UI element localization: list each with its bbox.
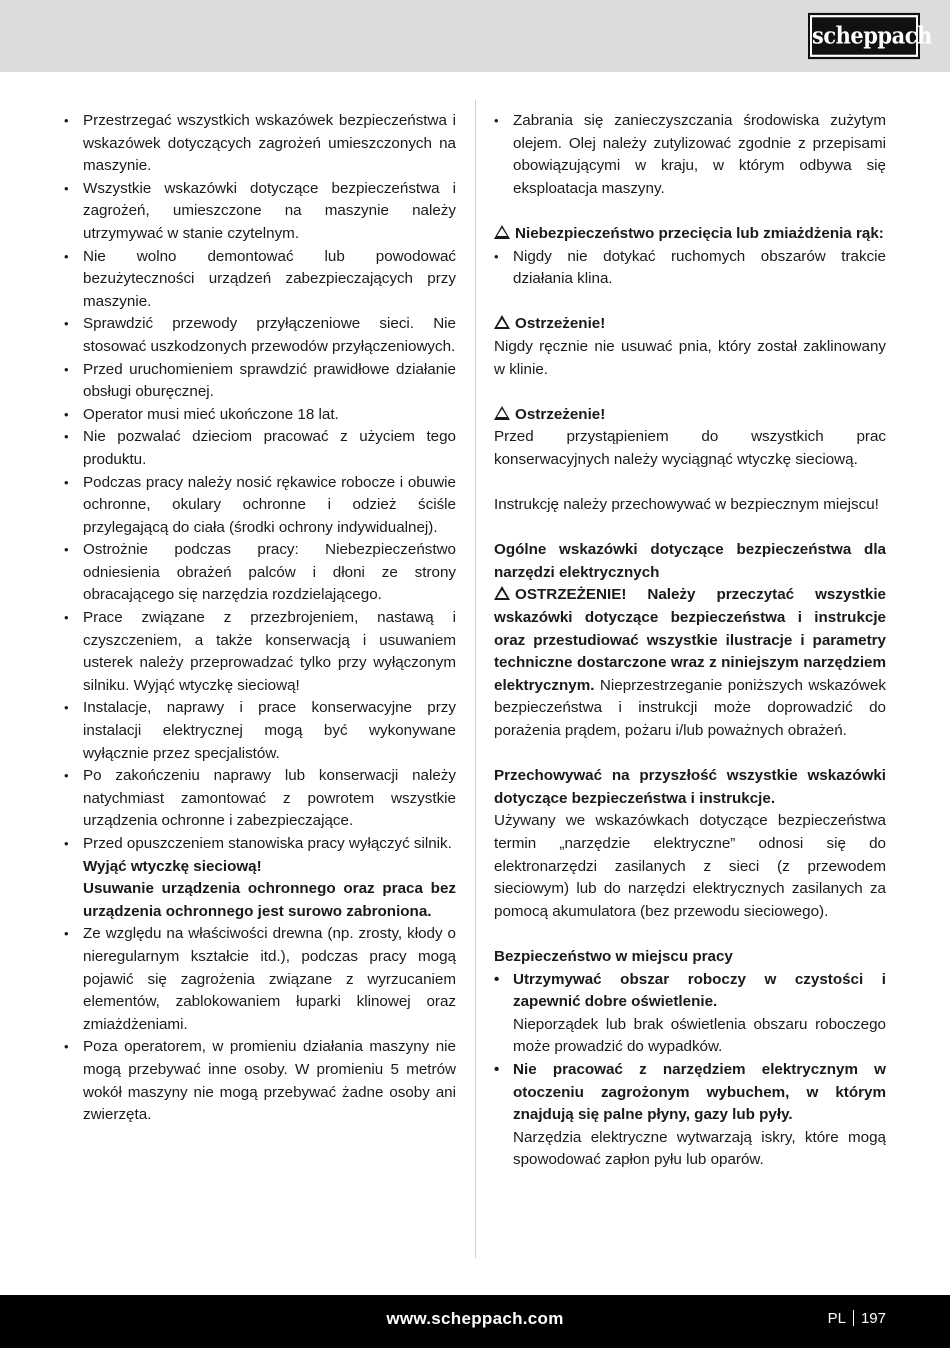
list-item: • Operator musi mieć ukończone 18 lat.	[64, 404, 456, 427]
list-item: • Nie pracować z narzędziem elektrycznym w otoczeniu zagrożonym wybuchem, w którym znajdują się palne płyny, gazy lub pyły. Narzędzia elektryczne wytwarzają iskry, które mogą spowodować zapłon pyłu lub oparów.	[494, 1059, 886, 1172]
warning-heading: Ostrzeżenie!	[494, 404, 886, 427]
danger-list	[494, 246, 886, 291]
unplug-notice: Wyjąć wtyczkę sieciową!	[83, 857, 262, 875]
scheppach-logo: scheppach	[810, 15, 918, 57]
general-warning-paragraph: OSTRZEŻENIE! Należy przeczytać wszystkie wskazówki dotyczące bezpieczeństwa i instrukcje oraz przestudiować wszystkie ilustracje i parametry techniczne dostarczone wraz z niniejszym narzędziem elektrycznym. Nieprzestrzeganie poniższych wskazówek bezpieczeństwa i instrukcji może doprowadzić do porażenia prądem, pożaru i/lub poważnych obrażeń.	[494, 586, 886, 740]
list-item: • Podczas pracy należy nosić rękawice robocze i obuwie ochronne, okulary ochronne i odzież ściśle przylegającą do ciała (środki ochrony indywidualnej).	[64, 472, 456, 540]
safety-list-continued	[64, 923, 456, 1126]
list-item: • Przestrzegać wszystkich wskazówek bezpieczeństwa i wskazówek dotyczących zagrożeń umieszczonych na maszynie.	[64, 110, 456, 178]
workplace-list	[494, 969, 886, 1172]
left-column	[64, 110, 456, 1127]
instructions-note: Instrukcję należy przechowywać w bezpiecznym miejscu!	[494, 496, 879, 514]
list-item: • Po zakończeniu naprawy lub konserwacji należy natychmiast zamontować z powrotem wszystkie urządzenia ochronne i zabezpieczające.	[64, 765, 456, 833]
warning-triangle-icon	[494, 406, 510, 420]
list-item: • Nigdy nie dotykać ruchomych obszarów trakcie działania klina.	[494, 246, 886, 291]
list-item: • Ostrożnie podczas pracy: Niebezpieczeństwo odniesienia obrażeń palców i dłoni ze strony obracającego się narzędzia rozdzielającego.	[64, 539, 456, 607]
warning-triangle-icon	[494, 225, 510, 239]
guard-removal-notice: Usuwanie urządzenia ochronnego oraz praca bez urządzenia ochronnego jest surowo zabroniona.	[83, 880, 456, 920]
website-url: www.scheppach.com	[386, 1309, 564, 1328]
list-item: • Zabrania się zanieczyszczania środowiska zużytym olejem. Olej należy zutylizować zgodnie z przepisami obowiązującymi w kraju, w którym odbywa się eksploatacja maszyny.	[494, 110, 886, 200]
list-item: • Sprawdzić przewody przyłączeniowe sieci. Nie stosować uszkodzonych przewodów przyłączeniowych.	[64, 313, 456, 358]
danger-heading: Niebezpieczeństwo przecięcia lub zmiażdżenia rąk:	[494, 223, 886, 246]
general-safety-heading: Ogólne wskazówki dotyczące bezpieczeństwa dla narzędzi elektrycznych	[494, 541, 886, 581]
safety-list	[64, 110, 456, 856]
page-footer	[0, 1295, 950, 1348]
page-header	[0, 0, 950, 72]
language-code: PL	[827, 1310, 846, 1327]
list-item: • Nie wolno demontować lub powodować bezużyteczności urządzeń zabezpieczających przy maszynie.	[64, 246, 456, 314]
list-item: • Wszystkie wskazówki dotyczące bezpieczeństwa i zagrożeń, umieszczone na maszynie należy utrzymywać w stanie czytelnym.	[64, 178, 456, 246]
keep-instructions-text: Używany we wskazówkach dotyczące bezpieczeństwa termin „narzędzie elektryczne” odnosi się do elektronarzędzi zasilanych z sieci (z przewodem sieciowym) lub do narzędzi elektrycznych zasilanych za pomocą akumulatora (bez przewodu sieciowego).	[494, 812, 886, 920]
warning-heading: Ostrzeżenie!	[494, 313, 886, 336]
list-item: • Prace związane z przezbrojeniem, nastawą i czyszczeniem, a także konserwacją i usuwaniem usterek należy przeprowadzać tylko przy wyłączonym silniku. Wyjąć wtyczkę sieciową!	[64, 607, 456, 697]
warning-triangle-icon	[494, 586, 510, 600]
list-item: • Utrzymywać obszar roboczy w czystości i zapewnić dobre oświetlenie. Nieporządek lub brak oświetlenia obszaru roboczego może prowadzić do wypadków.	[494, 969, 886, 1059]
warning-triangle-icon	[494, 315, 510, 329]
list-item: • Przed opuszczeniem stanowiska pracy wyłączyć silnik.	[64, 833, 456, 856]
list-item: • Instalacje, naprawy i prace konserwacyjne przy instalacji elektrycznej mogą być wykonywane wyłącznie przez specjalistów.	[64, 697, 456, 765]
warning-text: Przed przystąpieniem do wszystkich prac konserwacyjnych należy wyciągnąć wtyczkę sieciową.	[494, 428, 886, 468]
column-divider	[475, 100, 476, 1258]
list-item: • Nie pozwalać dzieciom pracować z użyciem tego produktu.	[64, 426, 456, 471]
keep-instructions-heading: Przechowywać na przyszłość wszystkie wskazówki dotyczące bezpieczeństwa i instrukcje.	[494, 767, 886, 807]
warning-text: Nigdy ręcznie nie usuwać pnia, który został zaklinowany w klinie.	[494, 337, 886, 378]
page-number: 197	[860, 1310, 886, 1327]
oil-list	[494, 110, 886, 200]
list-item: • Przed uruchomieniem sprawdzić prawidłowe działanie obsługi oburęcznej.	[64, 359, 456, 404]
workplace-safety-heading: Bezpieczeństwo w miejscu pracy	[494, 947, 733, 965]
list-item: • Poza operatorem, w promieniu działania maszyny nie mogą przebywać inne osoby. W promieniu 5 metrów wokół maszyny nie mogą przebywać żadne osoby ani zwierzęta.	[64, 1036, 456, 1126]
right-column	[494, 110, 886, 1172]
separator	[853, 1310, 854, 1326]
page-info	[828, 1310, 886, 1327]
list-item: • Ze względu na właściwości drewna (np. zrosty, kłody o nieregularnym kształcie itd.), podczas pracy mogą pojawić się zagrożenia związane z wyrzucaniem elementów, zablokowaniem łuparki klinowej oraz zmiażdżeniami.	[64, 923, 456, 1036]
